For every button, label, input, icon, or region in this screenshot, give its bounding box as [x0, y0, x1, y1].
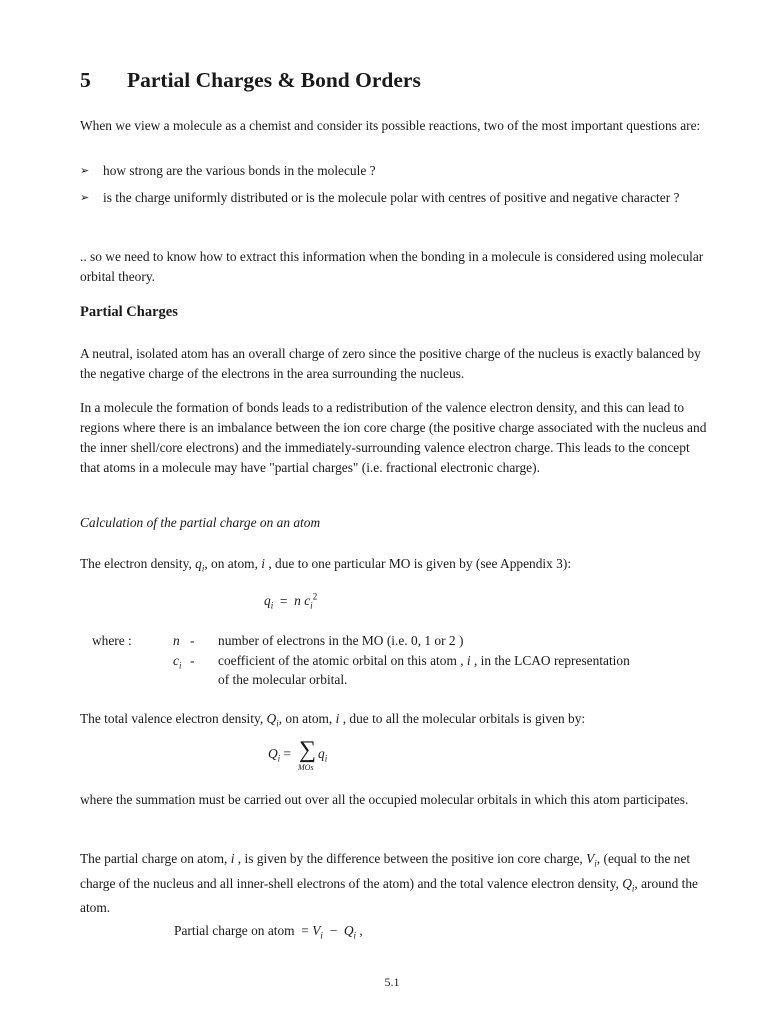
- conclusion-paragraph: .. so we need to know how to extract this information when the bonding in a molecule is considered using molecular orbital theory.: [80, 249, 704, 284]
- arrow-bullet-icon: ➢: [80, 165, 90, 177]
- section-heading: [80, 68, 421, 93]
- total-density-equation: $Q_i$ =: [268, 746, 292, 764]
- paragraph-neutral-atom: A neutral, isolated atom has an overall charge of zero since the positive charge of the nucleus is exactly balanced by the negative charge of the electrons in the area surrounding the nucleus.: [80, 346, 701, 381]
- summation-note: where the summation must be carried out over all the occupied molecular orbitals in which this atom participates.: [80, 792, 689, 807]
- total-density-intro: The total valence electron density, $Q_i$, on atom, i , due to all the molecular orbitals is given by:: [80, 711, 586, 729]
- calc-heading: Calculation of the partial charge on an atom: [80, 515, 321, 530]
- arrow-bullet-icon: ➢: [80, 192, 90, 204]
- summand: $q_i$: [318, 746, 328, 764]
- c-description: coefficient of the atomic orbital on this atom , i , in the LCAO representation: [218, 653, 630, 668]
- where-dash: -: [190, 633, 195, 648]
- bullet-text: is the charge uniformly distributed or is the molecule polar with centres of positive and negative character ?: [103, 190, 680, 205]
- partial-charge-formula: Partial charge on atom = $V_i - Q_i$ ,: [174, 923, 363, 941]
- bullet-item: [80, 188, 712, 208]
- paragraph-molecule: In a molecule the formation of bonds leads to a redistribution of the valence electron density, and this can lead to regions where there is an imbalance between the ion core charge (the positive charge associated with the nucleus and the inner shell/core electrons) and the immediately-surrounding valence electron charge. This leads to the concept that atoms in a molecule may have "partial charges" (i.e. fractional electronic charge).: [80, 400, 707, 475]
- where-dash: -: [190, 653, 195, 668]
- intro-paragraph: When we view a molecule as a chemist and consider its possible reactions, two of the most important questions are:: [80, 118, 701, 133]
- partial-charge-paragraph: The partial charge on atom, i , is given by the difference between the positive ion core charge, $V_i$, (equal to the net charge of the nucleus and all inner-shell electrons of the atom) and the total valence electron density, $Q_i$, around the atom.: [80, 851, 698, 916]
- subsection-title: Partial Charges: [80, 304, 178, 320]
- page-number: 5.1: [384, 975, 400, 989]
- c-description-cont: of the molecular orbital.: [218, 672, 348, 687]
- var-n: n: [173, 633, 180, 648]
- density-intro: The electron density, $q_i$, on atom, i , due to one particular MO is given by (see Appendix 3):: [80, 556, 572, 574]
- n-description: number of electrons in the MO (i.e. 0, 1 or 2 ): [218, 633, 464, 648]
- summation-subscript: MOs: [298, 763, 314, 772]
- summation-sign: ∑: [299, 737, 317, 763]
- var-c: $c_i$: [173, 653, 182, 671]
- where-label: where :: [92, 633, 132, 648]
- bullet-text: how strong are the various bonds in the molecule ?: [103, 163, 376, 178]
- density-equation: $q_i = n$ $c_i^2$: [264, 592, 318, 612]
- bullet-item: [80, 161, 712, 181]
- section-number: 5: [80, 68, 91, 92]
- section-title: Partial Charges & Bond Orders: [127, 68, 421, 92]
